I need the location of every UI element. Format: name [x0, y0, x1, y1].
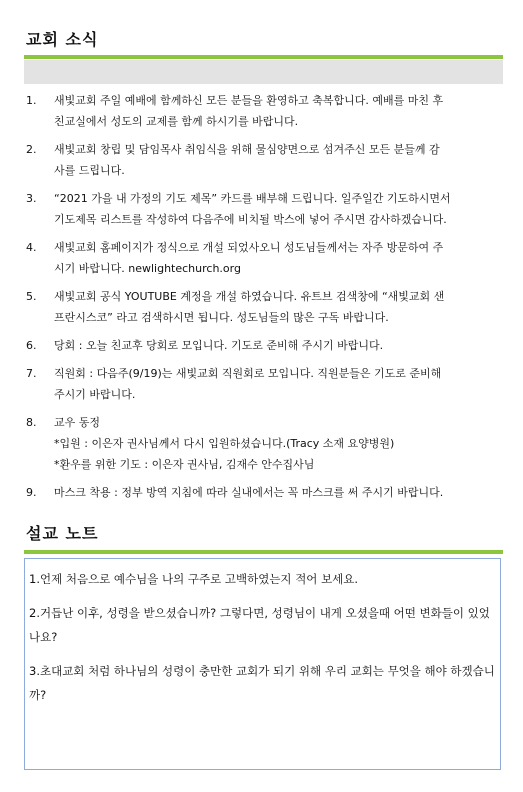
news-item-1: [26, 90, 500, 132]
news-item-number: 2.: [26, 143, 37, 156]
news-item-number: 8.: [26, 416, 37, 429]
news-item-text: 새빛교회 주일 예배에 함께하신 모든 분들을 환영하고 축복합니다. 예배를 마친 후 친교실에서 성도의 교제를 함께 하시기를 바랍니다.: [54, 94, 444, 128]
sermon-notes-rule: [24, 550, 503, 554]
news-item-number: 7.: [26, 367, 37, 380]
news-item-4: [26, 237, 500, 279]
news-item-number: 4.: [26, 241, 37, 254]
news-item-number: 3.: [26, 192, 37, 205]
sermon-notes-box[interactable]: [24, 558, 501, 770]
news-item-text: 당회 : 오늘 친교후 당회로 모입니다. 기도로 준비해 주시기 바랍니다.: [54, 339, 384, 352]
news-item-text: 마스크 착용 : 정부 방역 지침에 따라 실내에서는 꼭 마스크를 써 주시기 바랍니다.: [54, 486, 444, 499]
news-list: [26, 90, 500, 510]
news-item-text: 새빛교회 공식 YOUTUBE 계정을 개설 하였습니다. 유트브 검색창에 “새빛교회 샌 프란시스코” 라고 검색하시면 됩니다. 성도님들의 많은 구독 바랍니다.: [54, 290, 445, 324]
sermon-question-3: 3.초대교회 처럼 하나님의 성령이 충만한 교회가 되기 위해 우리 교회는 무엇을 해야 하겠습니까?: [29, 664, 495, 702]
news-item-number: 9.: [26, 486, 37, 499]
news-item-8: [26, 412, 500, 475]
news-item-text: “2021 가을 내 가정의 기도 제목” 카드를 배부해 드립니다. 일주일간 기도하시면서 기도제목 리스트를 작성하여 다음주에 비치될 박스에 넣어 주시면 감사하겠습니다.: [54, 192, 451, 226]
news-section-title: 교회 소식: [26, 30, 99, 49]
news-item-text: 교우 동정 *입원 : 이은자 권사님께서 다시 입원하셨습니다.(Tracy 소재 요양병원) *환우를 위한 기도 : 이은자 권사님, 김재수 안수집사님: [54, 416, 395, 471]
news-item-7: [26, 363, 500, 405]
news-item-5: [26, 286, 500, 328]
news-item-text: 새빛교회 창립 및 담임목사 취임식을 위해 물심양면으로 섬겨주신 모든 분들께 감 사를 드립니다.: [54, 143, 440, 177]
sermon-question-2: 2.거듭난 이후, 성령을 받으셨습니까? 그렇다면, 성령님이 내게 오셨을때 어떤 변화들이 있었나요?: [29, 606, 490, 644]
news-item-text: 새빛교회 홈페이지가 정식으로 개설 되었사오니 성도님들께서는 자주 방문하여 주 시기 바랍니다. newlightechurch.org: [54, 241, 444, 275]
sermon-notes-title: 설교 노트: [26, 524, 99, 543]
news-header-band: [24, 60, 503, 84]
news-item-6: [26, 335, 500, 356]
news-item-3: [26, 188, 500, 230]
news-item-number: 6.: [26, 339, 37, 352]
news-item-2: [26, 139, 500, 181]
sermon-question-1: 1.언제 처음으로 예수님을 나의 구주로 고백하였는지 적어 보세요.: [29, 572, 359, 586]
news-item-number: 5.: [26, 290, 37, 303]
news-item-9: [26, 482, 500, 503]
news-item-text: 직원회 : 다음주(9/19)는 새빛교회 직원회로 모입니다. 직원분들은 기도로 준비해 주시기 바랍니다.: [54, 367, 442, 401]
news-item-number: 1.: [26, 94, 37, 107]
news-title-rule: [24, 55, 503, 59]
